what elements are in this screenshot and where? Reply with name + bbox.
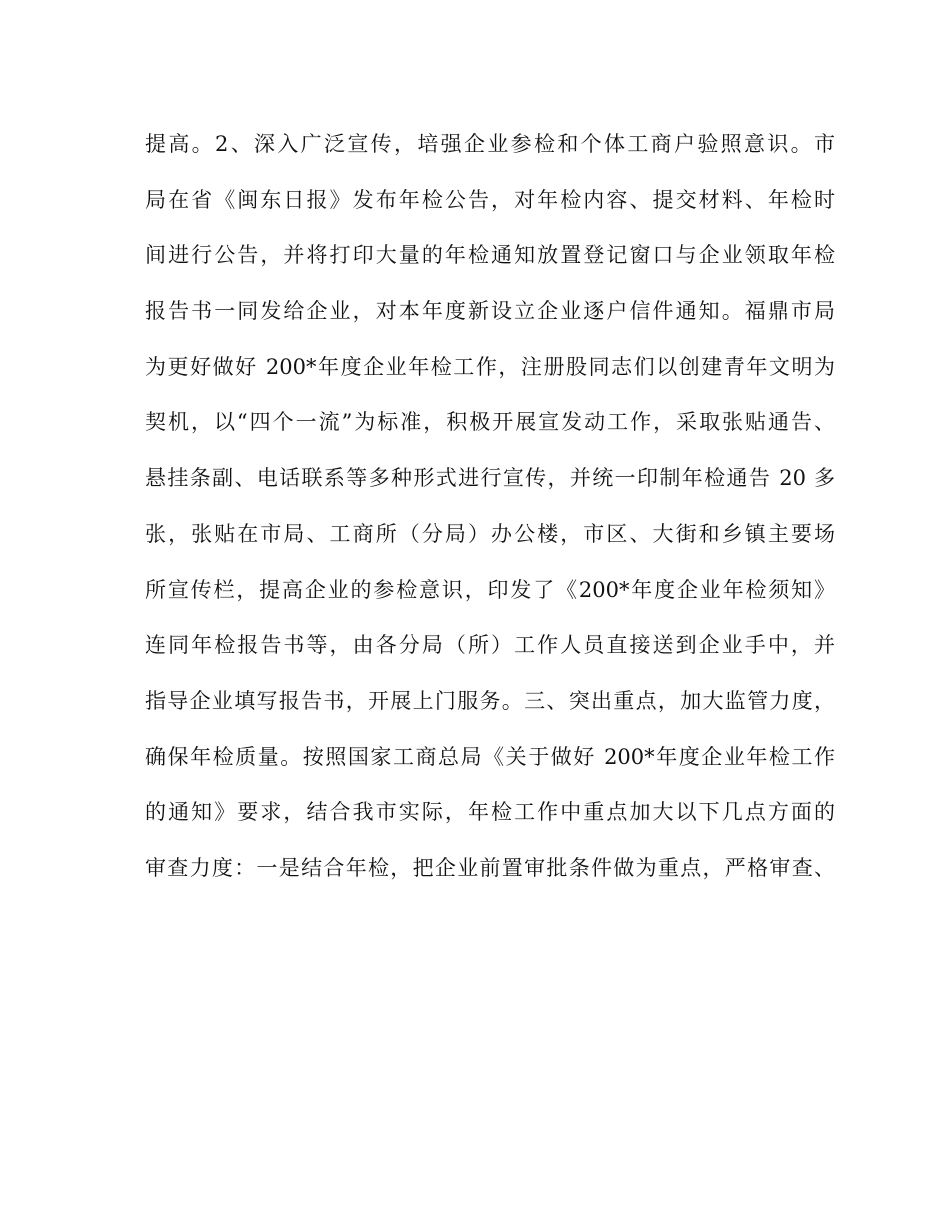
text-line-8: 张，张贴在市局、工商所（分局）办公楼，市区、大街和乡镇主要场 (145, 521, 835, 546)
text-line-12: 确保年检质量。按照国家工商总局《关于做好 200*年度企业年检工作 (145, 744, 835, 769)
text-line-6: 契机，以“四个一流”为标准，积极开展宣发动工作，采取张贴通告、 (145, 410, 835, 435)
text-line-13: 的通知》要求，结合我市实际，年检工作中重点加大以下几点方面的 (145, 800, 835, 825)
text-line-2: 局在省《闽东日报》发布年检公告，对年检内容、提交材料、年检时 (145, 187, 835, 212)
text-line-1: 提高。2、深入广泛宣传，培强企业参检和个体工商户验照意识。市 (145, 132, 835, 156)
text-line-7: 悬挂条副、电话联系等多种形式进行宣传，并统一印制年检通告 20 多 (145, 466, 835, 491)
text-line-3: 间进行公告，并将打印大量的年检通知放置登记窗口与企业领取年检 (145, 243, 835, 268)
text-line-10: 连同年检报告书等，由各分局（所）工作人员直接送到企业手中，并 (145, 633, 835, 658)
text-line-11: 指导企业填写报告书，开展上门服务。三、突出重点，加大监管力度， (145, 688, 835, 713)
text-line-14: 审查力度：一是结合年检，把企业前置审批条件做为重点，严格审查、 (145, 855, 835, 880)
text-line-5: 为更好做好 200*年度企业年检工作，注册股同志们以创建青年文明为 (145, 354, 835, 379)
text-line-9: 所宣传栏，提高企业的参检意识，印发了《200*年度企业年检须知》 (145, 577, 835, 602)
text-line-4: 报告书一同发给企业，对本年度新设立企业逐户信件通知。福鼎市局 (145, 299, 835, 324)
body-text (145, 124, 835, 904)
